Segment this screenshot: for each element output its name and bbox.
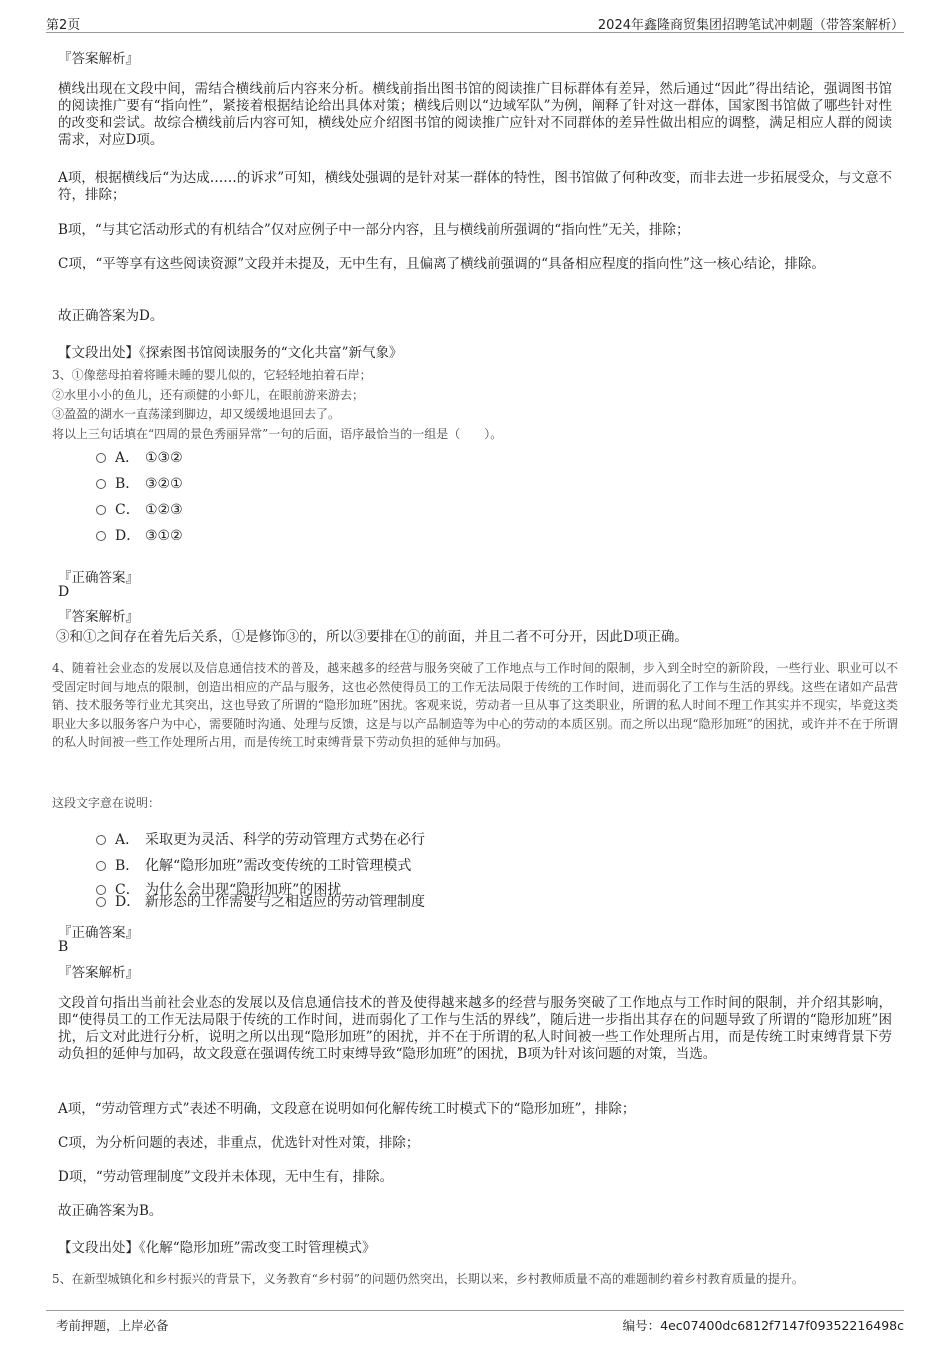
q4-explain-a: A项，“劳动管理方式”表述不明确，文段意在说明如何化解传统工时模式下的“隐形加班”，排除； <box>58 1101 636 1117</box>
q2-explain-a: A项，根据横线后“为达成……的诉求”可知，横线处强调的是针对某一群体的特性，图书馆做了何种改变，而非去进一步拓展受众，与文意不符，排除； <box>58 170 892 203</box>
q3-correct-label: 『正确答案』 <box>58 570 139 586</box>
q4-option-d[interactable]: D． 新形态的工作需要与之相适应的劳动管理制度 <box>96 891 425 911</box>
q3-option-a[interactable]: A． ①③② <box>96 447 183 467</box>
q3-correct-answer: D <box>58 584 70 600</box>
q3-option-d[interactable]: D． ③①② <box>96 525 183 545</box>
q4-explain-d: D项，“劳动管理制度”文段并未体现，无中生有，排除。 <box>58 1169 394 1185</box>
q5-stem: 5、在新型城镇化和乡村振兴的背景下，义务教育“乡村弱”的问题仍然突出，长期以来，乡村教师质量不高的难题制约着乡村教育质量的提升。 <box>52 1272 804 1286</box>
radio-icon[interactable] <box>96 479 106 489</box>
radio-icon[interactable] <box>96 531 106 541</box>
q3-analysis-text: ③和①之间存在着先后关系，①是修饰③的，所以③要排在①的前面，并且二者不可分开，因此D项正确。 <box>56 629 688 645</box>
radio-icon[interactable] <box>96 835 106 845</box>
q3-option-b[interactable]: B． ③②① <box>96 473 183 493</box>
q2-analysis-label: 『答案解析』 <box>58 51 139 67</box>
q4-source: 【文段出处】《化解“隐形加班”需改变工时管理模式》 <box>58 1240 376 1256</box>
q2-source: 【文段出处】《探索图书馆阅读服务的“文化共富”新气象》 <box>58 345 403 361</box>
q3-line-1: 3、①像慈母拍着将睡未睡的婴儿似的，它轻轻地拍着石岸； <box>52 368 372 382</box>
q4-option-c[interactable]: C． 为什么会出现“隐形加班”的困扰 <box>96 879 341 899</box>
page-number: 第2页 <box>46 18 81 33</box>
q4-analysis-paragraph: 文段首句指出当前社会业态的发展以及信息通信技术的普及使得越来越多的经营与服务突破了工作地点与工作时间的限制，并介绍其影响，即“使得员工的工作无法局限于传统的工作时间，进而弱化了工作与生活的界线”，随后进一步指出其存在的问题导致了所谓的“隐形加班”困扰，后文对此进行分析，说明之所以出现“隐形加班”的困扰，并不在于所谓的私人时间被一些工作处理所占用，而是传统工时束缚背景下劳动负担的延伸与加码，故文段意在强调传统工时束缚导致“隐形加班”的困扰，B项为针对该问题的对策，当选。 <box>58 995 892 1062</box>
footer-slogan: 考前押题，上岸必备 <box>56 1318 169 1333</box>
q2-explain-b: B项，“与其它活动形式的有机结合”仅对应例子中一部分内容，且与横线前所强调的“指向性”无关，排除； <box>58 222 690 238</box>
radio-icon[interactable] <box>96 453 106 463</box>
q4-correct-answer: B <box>58 939 69 955</box>
radio-icon[interactable] <box>96 861 106 871</box>
q3-line-2: ②水里小小的鱼儿，还有顽健的小虾儿，在眼前游来游去； <box>52 388 365 402</box>
page-footer <box>46 1310 904 1335</box>
q4-explain-c: C项，为分析问题的表述，非重点，优选针对性对策，排除； <box>58 1135 420 1151</box>
q4-correct-label: 『正确答案』 <box>58 925 139 941</box>
q3-analysis-label: 『答案解析』 <box>58 609 139 625</box>
q2-analysis-paragraph: 横线出现在文段中间，需结合横线前后内容来分析。横线前指出图书馆的阅读推广目标群体有差异，然后通过“因此”得出结论，强调图书馆的阅读推广要有“指向性”，紧接着根据结论给出具体对策；横线后则以“边域军队”为例，阐释了针对这一群体，国家图书馆做了哪些针对性的改变和尝试。故综合横线前后内容可知，横线处应介绍图书馆的阅读推广应针对不同群体的差异性做出相应的调整，满足相应人群的阅读需求，对应D项。 <box>58 81 892 148</box>
q4-option-a[interactable]: A． 采取更为灵活、科学的劳动管理方式势在必行 <box>96 829 425 849</box>
q4-analysis-label: 『答案解析』 <box>58 965 139 981</box>
document-code <box>623 1316 904 1334</box>
code-value: 4ec07400dc6812f7147f09352216498c <box>660 1318 904 1333</box>
q3-option-c[interactable]: C． ①②③ <box>96 499 183 519</box>
code-label: 编号： <box>622 1318 661 1333</box>
radio-icon[interactable] <box>96 897 106 907</box>
q2-explain-c: C项，“平等享有这些阅读资源”文段并未提及，无中生有，且偏离了横线前强调的“具备相应程度的指向性”这一核心结论，排除。 <box>58 256 825 272</box>
page-header <box>46 12 904 33</box>
q4-conclusion: 故正确答案为B。 <box>58 1203 163 1219</box>
q4-stem: 4、随着社会业态的发展以及信息通信技术的普及，越来越多的经营与服务突破了工作地点与工作时间的限制，步入到全时空的新阶段，一些行业、职业可以不受固定时间与地点的限制，创造出相应的产品与服务，这也必然使得员工的工作无法局限于传统的工作时间，进而弱化了工作与生活的界线。这些在诸如产品营销、技术服务等行业尤其突出，这也导致了所谓的“隐形加班”困扰。客观来说，劳动者一旦从事了这类职业，所谓的私人时间不理工作其实并不现实，毕竟这类职业大多以服务客户为中心，需要随时沟通、处理与反馈，这是与以产品制造等为中心的劳动的本质区别。而之所以出现“隐形加班”的困扰，或许并不在于所谓的私人时间被一些工作处理所占用，而是传统工时束缚背景下劳动负担的延伸与加码。 <box>52 661 898 749</box>
document-title: 2024年鑫隆商贸集团招聘笔试冲刺题（带答案解析） <box>597 18 904 33</box>
q2-conclusion: 故正确答案为D。 <box>58 308 164 324</box>
q3-line-3: ③盈盈的湖水一直荡漾到脚边，却又缓缓地退回去了。 <box>52 407 341 421</box>
radio-icon[interactable] <box>96 505 106 515</box>
q3-line-4: 将以上三句话填在“四周的景色秀丽异常”一句的后面，语序最恰当的一组是（ ）。 <box>52 427 503 441</box>
q4-option-b[interactable]: B． 化解“隐形加班”需改变传统的工时管理模式 <box>96 855 411 875</box>
q4-prompt: 这段文字意在说明： <box>52 796 161 810</box>
